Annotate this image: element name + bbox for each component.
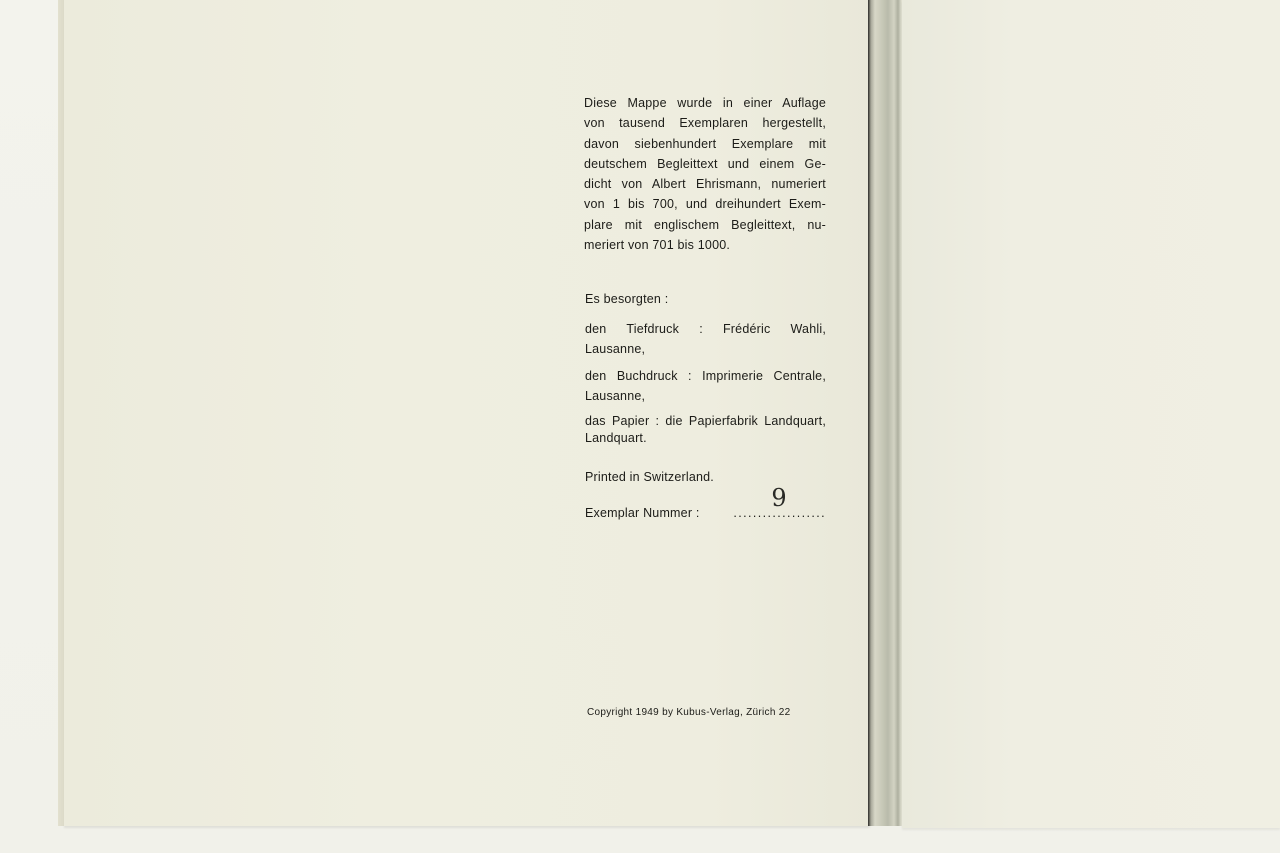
credit-line: Landquart. <box>585 431 647 445</box>
edition-line: von tausend Exemplaren hergestellt, <box>584 116 826 131</box>
copyright-line: Copyright 1949 by Kubus-Verlag, Zürich 22 <box>587 707 791 718</box>
credit-line: Lausanne, <box>585 342 646 356</box>
printed-in <box>585 467 826 487</box>
right-page <box>902 0 1280 828</box>
credit-gravure <box>585 319 826 359</box>
book-gutter <box>868 0 902 826</box>
edition-line: plare mit englischem Begleittext, nu- <box>584 217 826 232</box>
edition-line: Diese Mappe wurde in einer Auflage <box>584 96 826 110</box>
exemplar-number-row <box>585 484 826 523</box>
credit-line: das Papier : die Papierfabrik Landquart, <box>585 414 826 428</box>
credit-line: Lausanne, <box>585 389 646 403</box>
exemplar-label: Exemplar Nummer : <box>585 506 700 520</box>
printed-in-text: Printed in Switzerland. <box>585 470 714 484</box>
credit-line: den Tiefdruck : Frédéric Wahli, <box>585 322 826 336</box>
credit-line: den Buchdruck : Imprimerie Centrale, <box>585 369 826 383</box>
credit-paper <box>585 413 826 447</box>
edition-line: dicht von Albert Ehrismann, numeriert <box>584 177 826 192</box>
edition-line: meriert von 701 bis 1000. <box>584 238 731 253</box>
credits-heading <box>585 289 826 309</box>
exemplar-dots: ................... <box>733 506 826 520</box>
edition-paragraph <box>584 93 826 255</box>
credit-letterpress <box>585 366 826 406</box>
edition-line: davon siebenhundert Exemplare mit <box>584 136 826 151</box>
edition-line: von 1 bis 700, und dreihundert Exem- <box>584 197 826 212</box>
handwritten-exemplar-number: 9 <box>771 484 787 512</box>
exemplar-dots-field <box>733 484 826 523</box>
edition-line: deutschem Begleittext und einem Ge- <box>584 156 826 171</box>
credits-heading-text: Es besorgten : <box>585 292 669 306</box>
